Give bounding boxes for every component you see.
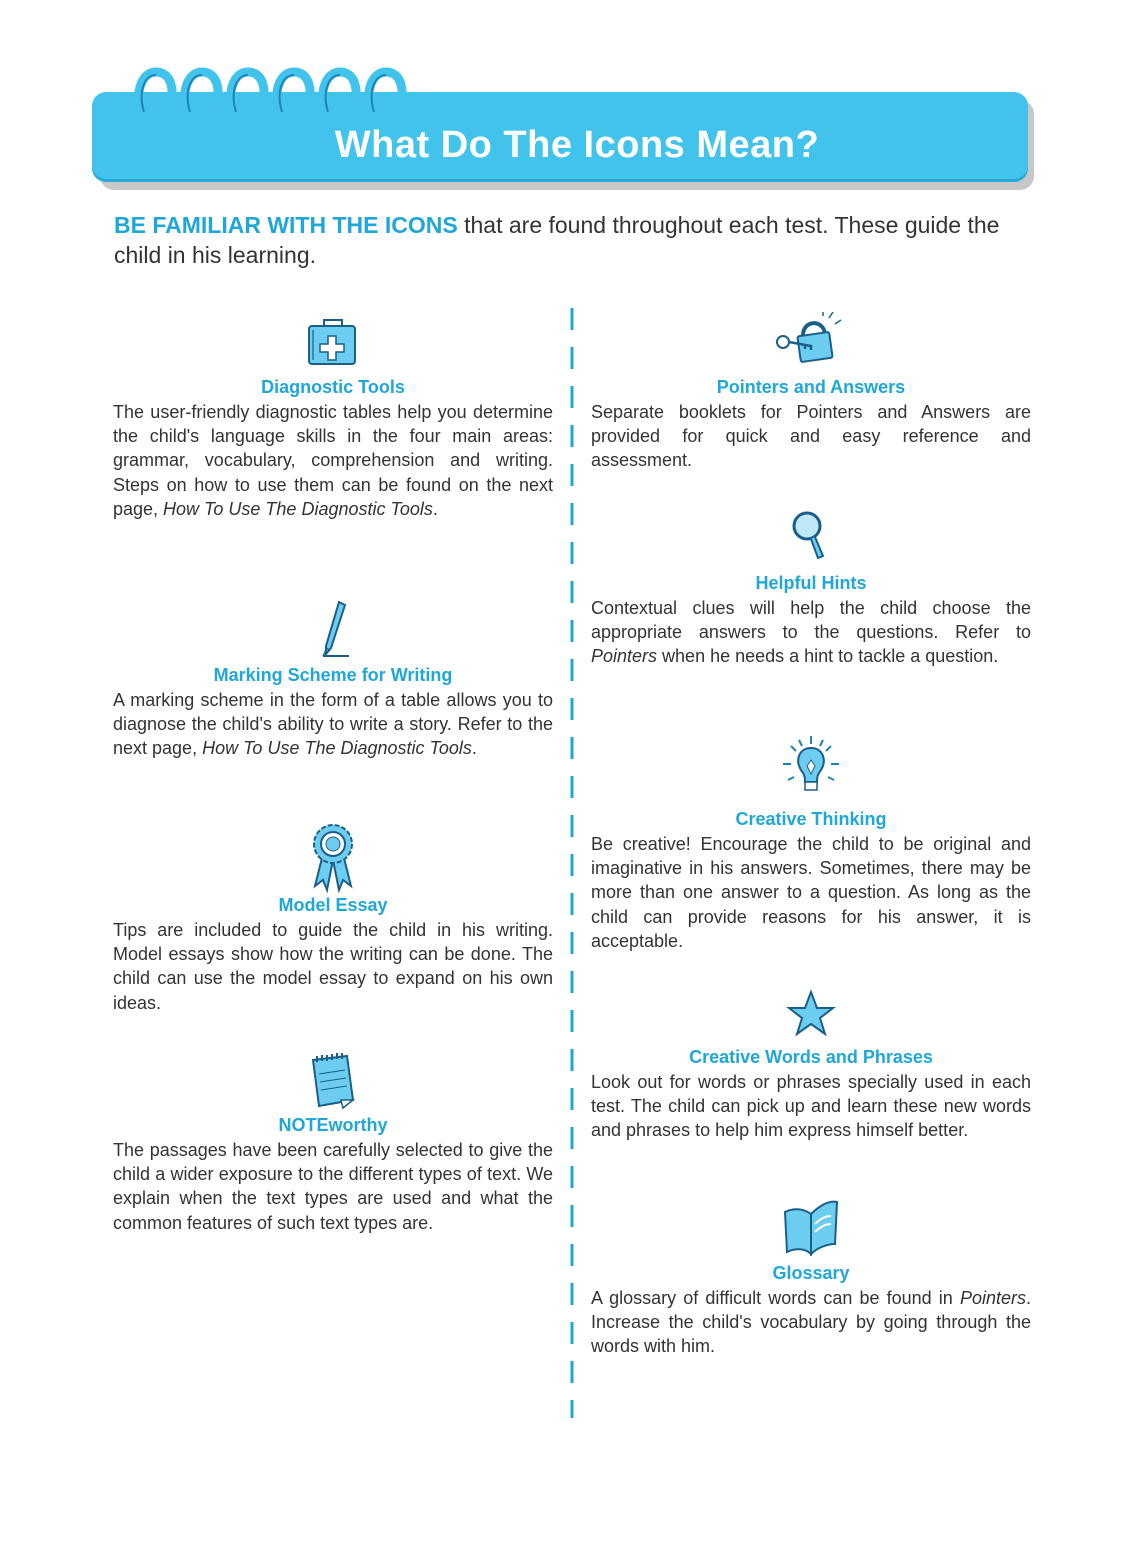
intro-text: that are found throughout each test. These guide the child in his learning.: [114, 212, 1000, 268]
entry-glossary: [591, 1198, 1031, 1359]
entry-title: Marking Scheme for Writing: [213, 665, 453, 685]
entry-text: Be creative! Encourage the child to be original and imaginative in his answers. Sometimes, there may be more than one answer to a question. As long as the child can provide reasons for his answer, it is acceptable.: [591, 834, 1031, 951]
entry-pointers-answers: [591, 312, 1031, 473]
star-icon: [771, 982, 851, 1046]
pencil-icon: [293, 600, 373, 664]
entry-title: Diagnostic Tools: [261, 377, 405, 397]
entry-title: Creative Thinking: [735, 809, 887, 829]
column-divider: [569, 308, 575, 1418]
entry-text: Separate booklets for Pointers and Answers are provided for quick and easy reference and assessment.: [591, 402, 1031, 471]
entry-creative-words: [591, 982, 1031, 1143]
entry-creative-thinking: [591, 734, 1031, 953]
intro-highlight: BE FAMILIAR WITH THE ICONS: [114, 212, 458, 238]
entry-diagnostic-tools: [113, 312, 553, 521]
first-aid-kit-icon: [293, 312, 373, 376]
spiral-rings-icon: [130, 62, 430, 132]
entry-title: Helpful Hints: [755, 573, 867, 593]
magnifying-glass-icon: [771, 508, 851, 572]
entry-title: Pointers and Answers: [716, 377, 906, 397]
rosette-award-icon: [293, 820, 373, 894]
light-bulb-icon: [771, 734, 851, 808]
entry-title: Creative Words and Phrases: [689, 1047, 933, 1067]
intro-paragraph: [114, 210, 1034, 270]
title-banner: [92, 62, 1042, 192]
entry-title: NOTEworthy: [278, 1115, 388, 1135]
entry-text: A marking scheme in the form of a table allows you to diagnose the child's ability to write a story. Refer to the next page, How To Use The Diagnostic Tools.: [113, 690, 553, 759]
entry-text: Contextual clues will help the child choose the appropriate answers to the questions. Refer to Pointers when he needs a hint to tackle a question.: [591, 598, 1031, 667]
entry-text: The passages have been carefully selected to give the child a wider exposure to the different types of text. We explain when the text types are used and what the common features of such text types are.: [113, 1140, 553, 1233]
entry-text: Look out for words or phrases specially used in each test. The child can pick up and learn these new words and phrases to help him express himself better.: [591, 1072, 1031, 1141]
entry-text: A glossary of difficult words can be found in Pointers. Increase the child's vocabulary by going through the words with him.: [591, 1288, 1031, 1357]
key-padlock-icon: [771, 312, 851, 376]
entry-marking-scheme: [113, 600, 553, 761]
entry-text: Tips are included to guide the child in his writing. Model essays show how the writing can be done. The child can use the model essay to expand on his own ideas.: [113, 920, 553, 1013]
entry-text: The user-friendly diagnostic tables help you determine the child's language skills in the four main areas: grammar, vocabulary, comprehension and writing. Steps on how to use them can be found on the next page, How To Use The Diagnostic Tools.: [113, 402, 553, 519]
entry-model-essay: [113, 820, 553, 1015]
open-book-icon: [771, 1198, 851, 1262]
entry-title: Glossary: [772, 1263, 850, 1283]
entry-helpful-hints: [591, 508, 1031, 669]
page-title: What Do The Icons Mean?: [334, 124, 820, 166]
notepad-icon: [293, 1050, 373, 1114]
entry-noteworthy: [113, 1050, 553, 1235]
entry-title: Model Essay: [278, 895, 388, 915]
